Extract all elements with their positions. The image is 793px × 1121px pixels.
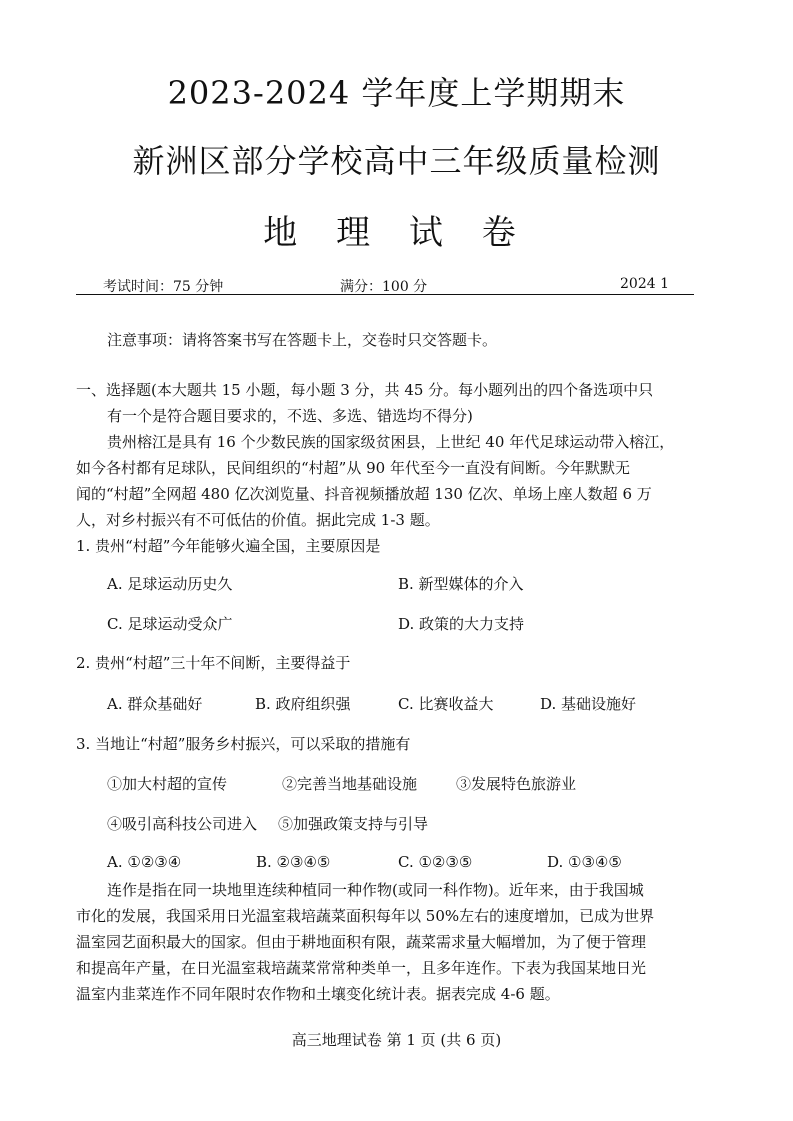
question1-option-a: A. 足球运动历史久	[107, 575, 233, 593]
exam-subject-title: 地 理 试 卷	[263, 213, 530, 253]
section1-instructions-line2: 有一个是符合题目要求的，不选、多选、错选均不得分)	[107, 407, 473, 425]
question1-option-b: B. 新型媒体的介入	[398, 575, 524, 593]
question3-measure-2: ②完善当地基础设施	[282, 775, 418, 793]
question2-option-a: A. 群众基础好	[107, 695, 203, 713]
passage2-line: 市化的发展，我国采用日光温室栽培蔬菜面积每年以 50%左右的速度增加，已成为世界	[76, 907, 655, 925]
exam-date: 2024 1	[620, 276, 669, 292]
passage2-line: 温室园艺面积最大的国家。但由于耕地面积有限，蔬菜需求量大幅增加，为了便于管理	[76, 933, 647, 951]
full-score: 满分：100 分	[340, 279, 428, 295]
passage2-line: 连作是指在同一块地里连续种植同一种作物(或同一科作物)。近年来，由于我国城	[107, 881, 644, 899]
question3-stem: 3. 当地让“村超”服务乡村振兴，可以采取的措施有	[76, 735, 411, 753]
question1-option-d: D. 政策的大力支持	[398, 615, 525, 633]
question1-option-c: C. 足球运动受众广	[107, 615, 233, 633]
exam-time: 考试时间：75 分钟	[103, 279, 224, 295]
section1-instructions-line1: 一、选择题(本大题共 15 小题，每小题 3 分，共 45 分。每小题列出的四个备选项中只	[76, 381, 654, 399]
notice-text: 注意事项：请将答案书写在答题卡上，交卷时只交答题卡。	[107, 331, 498, 349]
question2-option-b: B. 政府组织强	[255, 695, 351, 713]
question3-measure-4: ④吸引高科技公司进入	[107, 815, 258, 833]
question3-option-c: C. ①②③⑤	[398, 853, 473, 871]
question1-stem: 1. 贵州“村超”今年能够火遍全国，主要原因是	[76, 537, 381, 555]
question2-stem: 2. 贵州“村超”三十年不间断，主要得益于	[76, 654, 351, 672]
question3-option-a: A. ①②③④	[107, 853, 182, 871]
question2-option-c: C. 比赛收益大	[398, 695, 494, 713]
question3-measure-1: ①加大村超的宣传	[107, 775, 228, 793]
passage1-line: 闻的“村超”全网超 480 亿次浏览量、抖音视频播放超 130 亿次、单场上座人数超 6 万	[76, 485, 652, 503]
passage2-line: 和提高年产量，在日光温室栽培蔬菜常常种类单一，且多年连作。下表为我国某地日光	[76, 959, 647, 977]
passage1-line: 人，对乡村振兴有不可低估的价值。据此完成 1-3 题。	[76, 511, 440, 529]
exam-year-title: 2023-2024 学年度上学期期末	[167, 74, 626, 112]
page-footer: 高三地理试卷 第 1 页 (共 6 页)	[291, 1031, 502, 1049]
passage2-line: 温室内韭菜连作不同年限时农作物和土壤变化统计表。据表完成 4-6 题。	[76, 985, 560, 1003]
passage1-line: 贵州榕江是具有 16 个少数民族的国家级贫困县，上世纪 40 年代足球运动带入榕江，	[107, 433, 675, 451]
exam-school-title: 新洲区部分学校高中三年级质量检测	[132, 142, 661, 180]
question2-option-d: D. 基础设施好	[540, 695, 637, 713]
question3-option-d: D. ①③④⑤	[547, 853, 622, 871]
passage1-line: 如今各村都有足球队，民间组织的“村超”从 90 年代至今一直没有间断。今年默默无	[76, 459, 630, 477]
header-rule	[76, 294, 694, 295]
question3-option-b: B. ②③④⑤	[256, 853, 331, 871]
question3-measure-5: ⑤加强政策支持与引导	[278, 815, 429, 833]
question3-measure-3: ③发展特色旅游业	[456, 775, 577, 793]
